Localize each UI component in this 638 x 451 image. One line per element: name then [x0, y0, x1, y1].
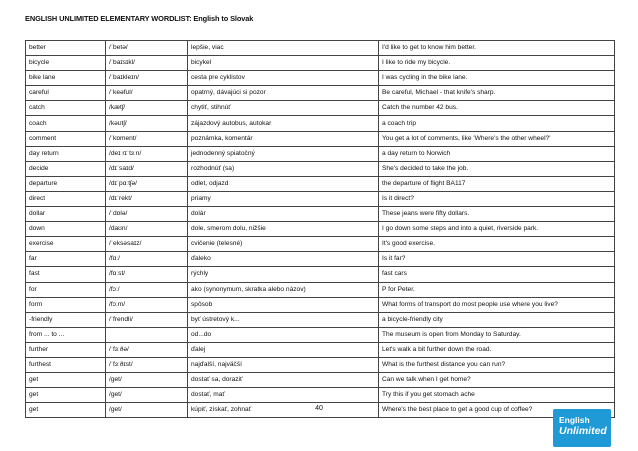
cell-example: Is it far?	[379, 252, 615, 267]
cell-word: -friendly	[26, 312, 106, 327]
cell-word: day return	[26, 146, 106, 161]
cell-word: direct	[26, 191, 106, 206]
cell-pronunciation: /ˈdɒlə/	[106, 207, 188, 222]
cell-example: the departure of flight BA117	[379, 176, 615, 191]
cell-translation: cesta pre cyklistov	[188, 71, 379, 86]
cell-pronunciation: /fɑː/	[106, 252, 188, 267]
cell-word: exercise	[26, 237, 106, 252]
cell-pronunciation: /daʊn/	[106, 222, 188, 237]
cell-word: furthest	[26, 357, 106, 372]
cell-pronunciation: /ˈkɒment/	[106, 131, 188, 146]
cell-word: far	[26, 252, 106, 267]
table-row	[26, 252, 615, 267]
cell-translation: ako (synonymum, skratka alebo názov)	[188, 282, 379, 297]
table-row	[26, 237, 615, 252]
cell-pronunciation: /get/	[106, 403, 188, 418]
table-row	[26, 327, 615, 342]
table-row	[26, 312, 615, 327]
table-row	[26, 191, 615, 206]
cell-example: Let's walk a bit further down the road.	[379, 342, 615, 357]
cell-translation: bicykel	[188, 56, 379, 71]
cell-pronunciation: /ˈbetə/	[106, 41, 188, 56]
cell-example: I'd like to get to know him better.	[379, 41, 615, 56]
table-row	[26, 388, 615, 403]
cell-word: get	[26, 403, 106, 418]
cell-example: I like to ride my bicycle.	[379, 56, 615, 71]
cell-pronunciation: /ˈbaɪkleɪn/	[106, 71, 188, 86]
cell-word: departure	[26, 176, 106, 191]
cell-example: The museum is open from Monday to Saturday.	[379, 327, 615, 342]
cell-word: get	[26, 388, 106, 403]
cell-word: catch	[26, 101, 106, 116]
cell-example: fast cars	[379, 267, 615, 282]
table-row	[26, 176, 615, 191]
cell-example: Catch the number 42 bus.	[379, 101, 615, 116]
cell-word: careful	[26, 86, 106, 101]
cell-example: What forms of transport do most people use where you live?	[379, 297, 615, 312]
cell-word: comment	[26, 131, 106, 146]
cell-pronunciation: /kætʃ/	[106, 101, 188, 116]
cell-pronunciation: /ˈfɜːðɪst/	[106, 357, 188, 372]
wordlist-table	[25, 40, 615, 418]
cell-pronunciation: /kəʊtʃ/	[106, 116, 188, 131]
cell-example: Be careful, Michael - that knife's sharp.	[379, 86, 615, 101]
cell-example: These jeans were fifty dollars.	[379, 207, 615, 222]
cell-word: bicycle	[26, 56, 106, 71]
cell-pronunciation: /ˈfrendli/	[106, 312, 188, 327]
cell-translation: chytiť, stihnúť	[188, 101, 379, 116]
cell-word: further	[26, 342, 106, 357]
cell-word: form	[26, 297, 106, 312]
table-row	[26, 71, 615, 86]
cell-translation: opatrný, dávajúci si pozor	[188, 86, 379, 101]
cell-word: dollar	[26, 207, 106, 222]
cell-pronunciation: /get/	[106, 388, 188, 403]
cell-example: a coach trip	[379, 116, 615, 131]
cell-example: a bicycle-friendly city	[379, 312, 615, 327]
cell-translation: ďaleko	[188, 252, 379, 267]
cell-pronunciation: /dɪˈsaɪd/	[106, 161, 188, 176]
cell-translation: zájazdový autobus, autokar	[188, 116, 379, 131]
cell-example: Try this if you get stomach ache	[379, 388, 615, 403]
cell-pronunciation	[106, 327, 188, 342]
table-row	[26, 207, 615, 222]
table-row	[26, 282, 615, 297]
cell-word: from ... to ...	[26, 327, 106, 342]
table-row	[26, 297, 615, 312]
cell-translation: dostať, mať	[188, 388, 379, 403]
table-row	[26, 161, 615, 176]
cell-example: She's decided to take the job.	[379, 161, 615, 176]
table-row	[26, 41, 615, 56]
cell-pronunciation: /fɔːm/	[106, 297, 188, 312]
table-row	[26, 222, 615, 237]
cell-pronunciation: /dɪˈpɑːtʃə/	[106, 176, 188, 191]
logo-line-1: English	[559, 415, 590, 425]
cell-word: fast	[26, 267, 106, 282]
cell-example: Is it direct?	[379, 191, 615, 206]
table-row	[26, 342, 615, 357]
cell-translation: kúpiť, získať, zohnať	[188, 403, 379, 418]
cell-pronunciation: /deɪ rɪˈtɜːn/	[106, 146, 188, 161]
cell-example: You get a lot of comments, like 'Where's the other wheel?'	[379, 131, 615, 146]
english-unlimited-logo	[553, 409, 611, 447]
cell-word: decide	[26, 161, 106, 176]
cell-translation: priamy	[188, 191, 379, 206]
cell-translation: lepšie, viac	[188, 41, 379, 56]
cell-translation: spôsob	[188, 297, 379, 312]
cell-pronunciation: /fɑːst/	[106, 267, 188, 282]
cell-pronunciation: /ˈbaɪsɪkl/	[106, 56, 188, 71]
cell-translation: dostať sa, doraziť	[188, 373, 379, 388]
cell-example: P for Peter.	[379, 282, 615, 297]
cell-pronunciation: /ˈfɜːðə/	[106, 342, 188, 357]
cell-translation: poznámka, komentár	[188, 131, 379, 146]
table-row	[26, 267, 615, 282]
table-row	[26, 56, 615, 71]
table-row	[26, 373, 615, 388]
cell-translation: rozhodnúť (sa)	[188, 161, 379, 176]
cell-word: bike lane	[26, 71, 106, 86]
cell-translation: od...do	[188, 327, 379, 342]
cell-translation: odlet, odjazd	[188, 176, 379, 191]
cell-pronunciation: /dɪˈrekt/	[106, 191, 188, 206]
cell-pronunciation: /ˈkeəfʊl/	[106, 86, 188, 101]
cell-example: Can we talk when I get home?	[379, 373, 615, 388]
cell-example: I go down some steps and into a quiet, riverside park.	[379, 222, 615, 237]
cell-pronunciation: /fɔː/	[106, 282, 188, 297]
cell-word: better	[26, 41, 106, 56]
cell-translation: cvičenie (telesné)	[188, 237, 379, 252]
cell-word: for	[26, 282, 106, 297]
table-row	[26, 116, 615, 131]
cell-example: Where's the best place to get a good cup of coffee?	[379, 403, 615, 418]
table-row	[26, 131, 615, 146]
cell-word: coach	[26, 116, 106, 131]
cell-word: down	[26, 222, 106, 237]
cell-example: I was cycling in the bike lane.	[379, 71, 615, 86]
cell-pronunciation: /get/	[106, 373, 188, 388]
cell-translation: dole, smerom dolu, nižšie	[188, 222, 379, 237]
cell-example: a day return to Norwich	[379, 146, 615, 161]
logo-line-2: Unlimited	[559, 425, 607, 437]
table-row	[26, 86, 615, 101]
cell-translation: najďalší, najväčší	[188, 357, 379, 372]
cell-example: It's good exercise.	[379, 237, 615, 252]
cell-translation: dolár	[188, 207, 379, 222]
cell-pronunciation: /ˈeksəsaɪz/	[106, 237, 188, 252]
cell-translation: byť ústretový k...	[188, 312, 379, 327]
page-title: ENGLISH UNLIMITED ELEMENTARY WORDLIST: English to Slovak	[25, 14, 254, 23]
table-row	[26, 101, 615, 116]
cell-translation: rýchly	[188, 267, 379, 282]
cell-word: get	[26, 373, 106, 388]
table-row	[26, 146, 615, 161]
table-row	[26, 357, 615, 372]
page-number: 40	[315, 405, 323, 412]
cell-translation: jednodenný spiatočný	[188, 146, 379, 161]
wordlist-body	[26, 41, 615, 418]
cell-example: What is the furthest distance you can run?	[379, 357, 615, 372]
cell-translation: ďalej	[188, 342, 379, 357]
